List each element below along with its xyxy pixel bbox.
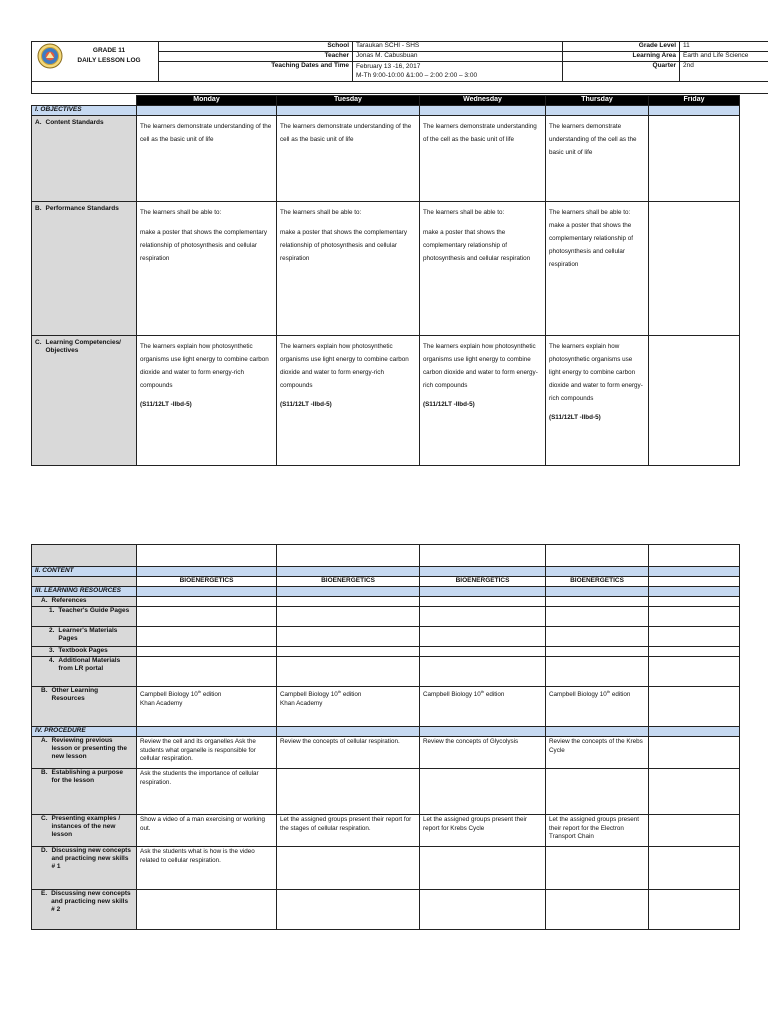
day-wednesday: Wednesday [420,96,546,106]
topic-monday: BIOENERGETICS [137,577,277,587]
competency-code: (S11/12LT -IIbd-5) [549,414,601,421]
procedure-e-monday [137,890,277,930]
content-standards-tuesday: The learners demonstrate understanding of the cell as the basic unit of life [277,116,420,202]
school-label: School [159,42,353,52]
procedure-a-wednesday: Review the concepts of Glycolysis [420,737,546,769]
procedure-c-friday [649,815,740,847]
quarter-value: 2nd [680,62,768,82]
procedure-b-thursday [546,769,649,815]
performance-standards-wednesday: The learners shall be able to: make a poster that shows the complementary relationship of photosynthesis and cellular respiration [420,202,546,336]
competency-code: (S11/12LT -IIbd-5) [280,401,332,408]
objectives-table [31,95,740,466]
time-value: M-Th 9:00-10:00 &1:00 – 2:00 2:00 – 3:00 [356,72,478,79]
header-table [31,41,768,94]
procedure-c-monday: Show a video of a man exercising or working out. [137,815,277,847]
procedure-b-friday [649,769,740,815]
log-title: DAILY LESSON LOG [77,57,141,64]
other-resources-tuesday: Campbell Biology 10th edition Khan Academy [277,687,420,727]
topic-thursday: BIOENERGETICS [546,577,649,587]
procedure-c-wednesday: Let the assigned groups present their report for Krebs Cycle [420,815,546,847]
day-friday: Friday [649,96,740,106]
competencies-tuesday: The learners explain how photosynthetic organisms use light energy to combine carbon dioxide and water to form energy-rich compounds (S11/12LT -IIbd-5) [277,336,420,466]
teachers-guide-label: 1. Teacher's Guide Pages [32,607,137,627]
other-resources-wednesday: Campbell Biology 10th edition [420,687,546,727]
procedure-a-friday [649,737,740,769]
procedure-a-label: A. Reviewing previous lesson or presenting the new lesson [32,737,137,769]
procedure-d-tuesday [277,847,420,890]
performance-standards-label: B. Performance Standards [32,202,137,336]
procedure-c-label: C. Presenting examples / instances of the new lesson [32,815,137,847]
content-standards-label: A. Content Standards [32,116,137,202]
competencies-label: C. Learning Competencies/ Objectives [32,336,137,466]
logo-cell [32,42,159,82]
competency-code: (S11/12LT -IIbd-5) [140,401,192,408]
procedure-a-monday: Review the cell and its organelles Ask the students what organelle is responsible for cellular respiration. [137,737,277,769]
resources-section: III. LEARNING RESOURCES [32,587,137,597]
content-standards-thursday: The learners demonstrate understanding of the cell as the basic unit of life [546,116,649,202]
procedure-d-thursday [546,847,649,890]
other-resources-label: B. Other Learning Resources [32,687,137,727]
dates-value: February 13 -16, 2017 [356,63,421,70]
procedure-e-tuesday [277,890,420,930]
procedure-e-thursday [546,890,649,930]
performance-standards-thursday: The learners shall be able to: make a poster that shows the complementary relationship of photosynthesis and cellular respiration [546,202,649,336]
content-standards-friday [649,116,740,202]
performance-standards-tuesday: The learners shall be able to: make a poster that shows the complementary relationship of photosynthesis and cellular respiration [277,202,420,336]
day-monday: Monday [137,96,277,106]
competencies-wednesday: The learners explain how photosynthetic organisms use light energy to combine carbon dioxide and water to form energy-rich compounds (S11/12LT -IIbd-5) [420,336,546,466]
content-standards-wednesday: The learners demonstrate understanding of the cell as the basic unit of life [420,116,546,202]
topic-tuesday: BIOENERGETICS [277,577,420,587]
textbook-pages-label: 3. Textbook Pages [32,647,137,657]
content-section: II. CONTENT [32,567,137,577]
dates-cell [353,62,563,82]
procedure-e-label: E. Discussing new concepts and practicing new skills # 2 [32,890,137,930]
grade-level-value: 11 [680,42,768,52]
content-standards-monday: The learners demonstrate understanding of the cell as the basic unit of life [137,116,277,202]
day-tuesday: Tuesday [277,96,420,106]
competencies-monday: The learners explain how photosynthetic organisms use light energy to combine carbon dioxide and water to form energy-rich compounds (S11/12LT -IIbd-5) [137,336,277,466]
teacher-value: Jonas M. Cabusbuan [353,52,563,62]
content-table [31,544,740,930]
objectives-section: I. OBJECTIVES [32,106,137,116]
procedure-d-wednesday [420,847,546,890]
procedure-c-thursday: Let the assigned groups present their report for the Electron Transport Chain [546,815,649,847]
procedure-b-tuesday [277,769,420,815]
dates-label: Teaching Dates and Time [159,62,353,82]
learning-area-label: Learning Area [563,52,680,62]
procedure-d-monday: Ask the students what is how is the video related to cellular respiration. [137,847,277,890]
procedure-a-tuesday: Review the concepts of cellular respiration. [277,737,420,769]
performance-standards-monday: The learners shall be able to: make a poster that shows the complementary relationship of photosynthesis and cellular respiration [137,202,277,336]
procedure-b-label: B. Establishing a purpose for the lesson [32,769,137,815]
grade-level-label: Grade Level [563,42,680,52]
procedure-b-wednesday [420,769,546,815]
procedure-e-friday [649,890,740,930]
school-seal-icon [37,43,63,69]
procedure-d-label: D. Discussing new concepts and practicing new skills # 1 [32,847,137,890]
topic-wednesday: BIOENERGETICS [420,577,546,587]
school-value: Taraukan SCHI - SHS [353,42,563,52]
procedure-d-friday [649,847,740,890]
quarter-label: Quarter [563,62,680,82]
other-resources-monday: Campbell Biology 10th edition Khan Academy [137,687,277,727]
competency-code: (S11/12LT -IIbd-5) [423,401,475,408]
topic-friday [649,577,740,587]
references-label: A. References [32,597,137,607]
grade-title: GRADE 11 [92,47,126,54]
additional-materials-label: 4. Additional Materials from LR portal [32,657,137,687]
procedure-b-monday: Ask the students the importance of cellular respiration. [137,769,277,815]
day-thursday: Thursday [546,96,649,106]
teacher-label: Teacher [159,52,353,62]
competencies-thursday: The learners explain how photosynthetic organisms use light energy to combine carbon dioxide and water to form energy-rich compounds (S11/12LT -IIbd-5) [546,336,649,466]
learners-materials-label: 2. Learner's Materials Pages [32,627,137,647]
procedure-e-wednesday [420,890,546,930]
other-resources-thursday: Campbell Biology 10th edition [546,687,649,727]
learning-area-value: Earth and Life Science [680,52,768,62]
procedure-c-tuesday: Let the assigned groups present their report for the stages of cellular respiration. [277,815,420,847]
procedure-a-thursday: Review the concepts of the Krebs Cycle [546,737,649,769]
procedure-section: IV. PROCEDURE [32,727,137,737]
